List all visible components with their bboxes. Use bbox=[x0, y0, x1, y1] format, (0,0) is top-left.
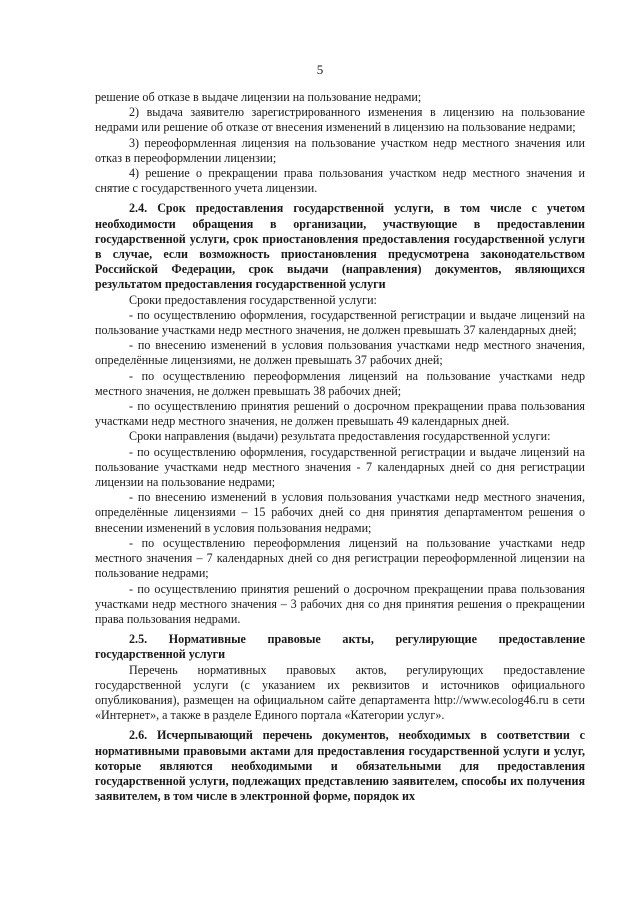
paragraph: решение об отказе в выдаче лицензии на пользование недрами; bbox=[95, 90, 422, 104]
paragraph: Сроки предоставления государственной услуги: bbox=[129, 292, 377, 307]
section-heading: 2.4. Срок предоставления государственной услуги, в том числе с учетом необходимости обращения в организации, участвующие в предоставлении государственной услуги, срок приостановления предоставления государственной услуги в случае, если возможность приостановления предусмотрена законодательством Российской Федерации, срок выдачи (направления) документов, являющихся результатом предоставления государственной услуги bbox=[95, 201, 585, 292]
paragraph: - по внесению изменений в условия пользования участками недр местного значения, определённые лицензиями, не должен превышать 37 рабочих дней; bbox=[95, 338, 585, 368]
paragraph: 2) выдача заявителю зарегистрированного изменения в лицензию на пользование недрами или решение об отказе от внесения изменений в лицензию на пользование недрами; bbox=[95, 105, 585, 135]
paragraph: - по внесению изменений в условия пользования участками недр местного значения, определённые лицензиями – 15 рабочих дней со дня принятия департаментом решения о внесении изменений в условия пользования недрами; bbox=[95, 490, 585, 535]
paragraph: 3) переоформленная лицензия на пользование участком недр местного значения или отказ в переоформлении лицензии; bbox=[95, 135, 585, 165]
paragraph: - по осуществлению оформления, государственной регистрации и выдаче лицензий на пользование участками недр местного значения - 7 календарных дней со дня регистрации лицензии на пользование недрами; bbox=[95, 444, 585, 490]
paragraph: - по осуществлению переоформления лицензий на пользование участками недр местного значения, не должен превышать 38 рабочих дней; bbox=[95, 368, 585, 398]
paragraph: - по осуществлению оформления, государственной регистрации и выдаче лицензий на пользование участками недр местного значения, не должен превышать 37 календарных дней; bbox=[95, 307, 585, 338]
paragraph: Перечень нормативных правовых актов, регулирующих предоставление государственной услуги (с указанием их реквизитов и источников официального опубликования), размещен на официальном сайте департамента http://www.ecolog46.ru в сети «Интернет», а также в разделе Единого портала «Категории услуг». bbox=[95, 662, 585, 723]
document-body bbox=[95, 90, 585, 804]
paragraph: Сроки направления (выдачи) результата предоставления государственной услуги: bbox=[129, 429, 551, 444]
section-heading: 2.5. Нормативные правовые акты, регулирующие предоставление государственной услуги bbox=[95, 632, 585, 662]
paragraph: 4) решение о прекращении права пользования участком недр местного значения и снятие с государственного учета лицензии. bbox=[95, 166, 585, 196]
section-heading: 2.6. Исчерпывающий перечень документов, необходимых в соответствии с нормативными правовыми актами для предоставления государственной услуги и услуг, которые являются необходимыми и обязательными для предоставления государственной услуги, подлежащих представлению заявителем, способы их получения заявителем, в том числе в электронной форме, порядок их bbox=[95, 728, 585, 804]
paragraph: - по осуществлению принятия решений о досрочном прекращении права пользования участками недр местного значения, не должен превышать 49 календарных дней. bbox=[95, 399, 585, 429]
paragraph: - по осуществлению принятия решений о досрочном прекращении права пользования участками недр местного значения – 3 рабочих дня со дня принятия решения о прекращении права пользования недрами. bbox=[95, 581, 585, 626]
paragraph: - по осуществлению переоформления лицензий на пользование участками недр местного значения – 7 календарных дней со дня регистрации переоформленной лицензии на пользование недрами; bbox=[95, 535, 585, 581]
page-number: 5 bbox=[316, 62, 324, 77]
